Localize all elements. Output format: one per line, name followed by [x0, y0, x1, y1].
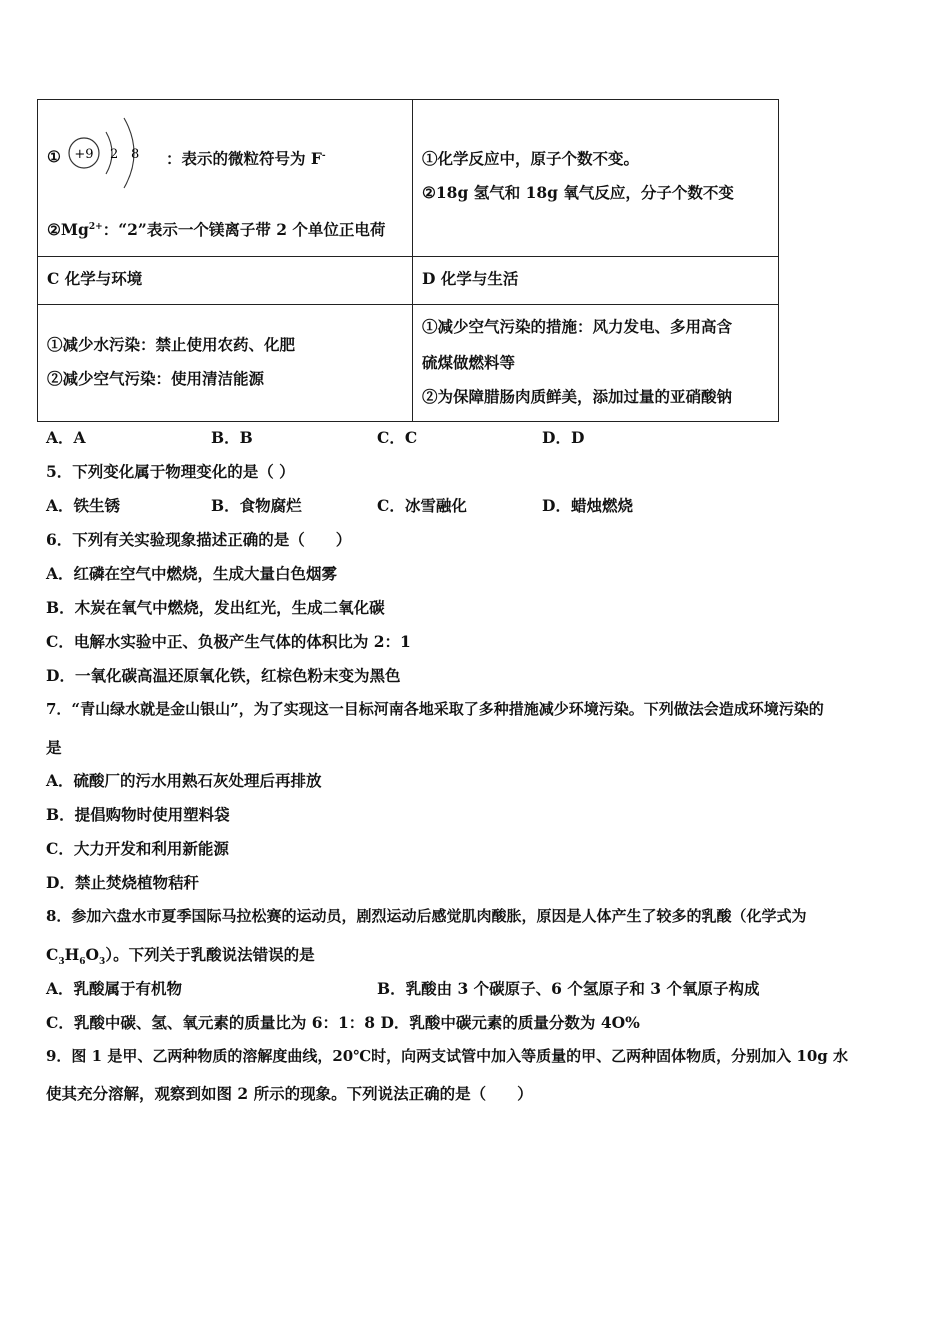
a-item1-charge: - — [321, 150, 326, 161]
fluoride-ion-structure-diagram — [64, 106, 172, 196]
d-item1b-text: 硫煤做燃料等 — [422, 353, 516, 372]
a-item1-text: ：表示的微粒符号为 F- — [166, 149, 326, 168]
q7-stem-line2: 是 — [46, 738, 62, 757]
q7-stem-line1: 7．“青山绿水就是金山银山”，为了实现这一目标河南各地采取了多种措施减少环境污染。下列做法会造成环境污染的 — [46, 700, 824, 718]
cell-d-header — [413, 257, 779, 305]
q6-option-d: D．一氧化碳高温还原氧化铁，红棕色粉末变为黑色 — [46, 666, 401, 685]
cell-c-header — [38, 257, 413, 305]
q6-option-a: A．红磷在空气中燃烧，生成大量白色烟雾 — [46, 564, 338, 583]
q4-option-d: D．D — [542, 428, 585, 447]
q7-option-c: C．大力开发和利用新能源 — [46, 839, 229, 858]
q7-option-b: B．提倡购物时使用塑料袋 — [46, 805, 230, 824]
d-item2-text: ②为保障腊肠肉质鲜美，添加过量的亚硝酸钠 — [422, 387, 733, 406]
q4-option-b: B．B — [211, 428, 253, 447]
q5-option-b: B．食物腐烂 — [211, 496, 302, 515]
q8-option-a: A．乳酸属于有机物 — [46, 979, 183, 998]
a-item1-prefix: ① — [47, 147, 61, 166]
c-item2-text: ②减少空气污染：使用清洁能源 — [47, 369, 265, 388]
q9-stem-line2: 使其充分溶解，观察到如图 2 所示的现象。下列说法正确的是（ ） — [46, 1084, 533, 1103]
c-item1-text: ①减少水污染：禁止使用农药、化肥 — [47, 335, 296, 354]
cell-a-content — [38, 100, 413, 257]
q9-stem-line1: 9．图 1 是甲、乙两种物质的溶解度曲线，20℃时，向两支试管中加入等质量的甲、乙两种固体物质，分别加入 10g 水 — [46, 1047, 848, 1065]
q5-option-d: D．蜡烛燃烧 — [542, 496, 633, 515]
q6-option-c: C．电解水实验中正、负极产生气体的体积比为 2：1 — [46, 632, 411, 651]
c-header-text: C 化学与环境 — [47, 269, 143, 288]
q5-option-c: C．冰雪融化 — [377, 496, 467, 515]
knowledge-table — [37, 99, 779, 422]
shell1-electron-count: 2 — [110, 147, 119, 162]
q6-option-b: B．木炭在氧气中燃烧，发出红光，生成二氧化碳 — [46, 598, 385, 617]
q4-option-a: A．A — [46, 428, 86, 447]
q5-option-a: A．铁生锈 — [46, 496, 121, 515]
nucleus-charge-label: +9 — [74, 147, 94, 162]
shell2-electron-count: 8 — [131, 147, 140, 162]
d-item1-text: ①减少空气污染的措施：风力发电、多用高含 — [422, 317, 733, 336]
q8-option-b: B．乳酸由 3 个碳原子、6 个氢原子和 3 个氧原子构成 — [377, 979, 760, 998]
cell-b-content — [413, 100, 779, 257]
a-item2-text: $②Mg^{2+}$：“2”表示一个镁离子带 2 个单位正电荷 — [47, 220, 386, 239]
cell-c-content — [38, 305, 413, 422]
q6-stem: 6．下列有关实验现象描述正确的是（ ） — [46, 530, 352, 549]
q8-stem-line1: 8．参加六盘水市夏季国际马拉松赛的运动员，剧烈运动后感觉肌肉酸胀，原因是人体产生了较多的乳酸（化学式为 — [46, 907, 807, 925]
q5-stem: 5．下列变化属于物理变化的是（ ） — [46, 462, 295, 481]
q4-option-c: C．C — [377, 428, 418, 447]
q7-option-a: A．硫酸厂的污水用熟石灰处理后再排放 — [46, 771, 322, 790]
q7-option-d: D．禁止焚烧植物秸秆 — [46, 873, 199, 892]
q8-stem-line2: $C_3H_6O_3$）。下列关于乳酸说法错误的是 — [46, 945, 315, 968]
a-item2-charge: 2+ — [88, 221, 103, 232]
lactic-acid-formula: $C_3H_6O_3$ — [46, 945, 106, 968]
q8-option-cd: C．乳酸中碳、氢、氧元素的质量比为 6：1：8 D．乳酸中碳元素的质量分数为 4O% — [46, 1013, 640, 1032]
d-header-text: D 化学与生活 — [422, 269, 519, 288]
b-item1-text: ①化学反应中，原子个数不变。 — [422, 149, 640, 168]
b-item2-text: ②18g 氢气和 18g 氧气反应，分子个数不变 — [422, 183, 734, 202]
cell-d-content — [413, 305, 779, 422]
